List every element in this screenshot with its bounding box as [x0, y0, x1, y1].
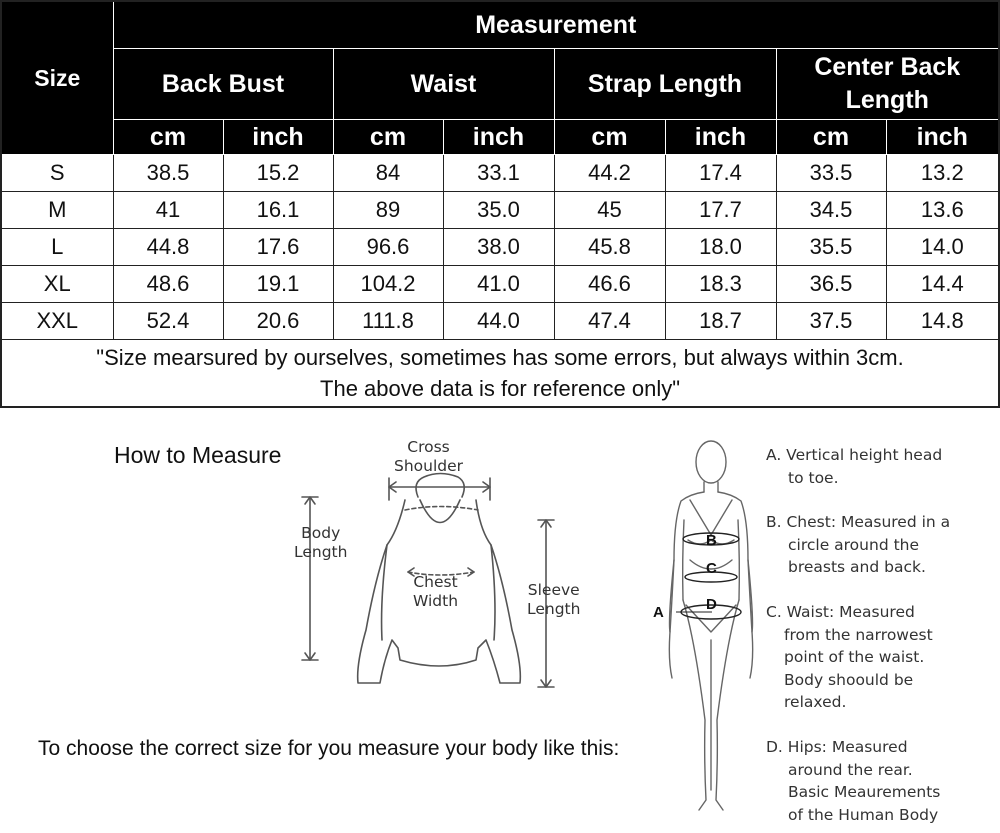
size-cell: XL: [1, 266, 113, 303]
value-cell: 37.5: [776, 303, 886, 340]
unit-header-cm-2: cm: [333, 120, 443, 155]
value-cell: 47.4: [554, 303, 665, 340]
value-cell: 41: [113, 192, 223, 229]
value-cell: 44.8: [113, 229, 223, 266]
value-cell: 14.0: [886, 229, 999, 266]
body-mark-d: D: [706, 596, 717, 613]
description-c-line-4: Body shoould be: [784, 670, 914, 689]
value-cell: 96.6: [333, 229, 443, 266]
description-c-line-5: relaxed.: [784, 693, 847, 711]
value-cell: 44.0: [443, 303, 554, 340]
size-header: Size: [1, 1, 113, 155]
description-c: [766, 601, 933, 714]
value-cell: 17.7: [665, 192, 776, 229]
value-cell: 13.6: [886, 192, 999, 229]
value-cell: 104.2: [333, 266, 443, 303]
value-cell: 44.2: [554, 155, 665, 192]
value-cell: 89: [333, 192, 443, 229]
unit-header-inch-7: inch: [886, 120, 999, 155]
description-d-line-3: Basic Meaurements: [788, 783, 941, 801]
description-b-line-1: B. Chest: Measured in a: [766, 513, 951, 531]
unit-header-inch-1: inch: [223, 120, 333, 155]
body-length-label-line-2: Length: [294, 543, 348, 561]
value-cell: 111.8: [333, 303, 443, 340]
value-cell: 38.0: [443, 229, 554, 266]
measurement-header: Measurement: [113, 1, 999, 49]
size-cell: L: [1, 229, 113, 266]
value-cell: 15.2: [223, 155, 333, 192]
description-c-line-3: point of the waist.: [784, 648, 925, 666]
value-cell: 18.3: [665, 266, 776, 303]
description-d: [766, 736, 940, 826]
description-b-line-3: breasts and back.: [788, 558, 926, 576]
unit-header-inch-3: inch: [443, 120, 554, 155]
value-cell: 18.0: [665, 229, 776, 266]
description-b-line-2: circle around the: [788, 535, 920, 554]
chest-width-label-line-2: Width: [413, 592, 459, 610]
value-cell: 34.5: [776, 192, 886, 229]
description-d-line-4: of the Human Body: [788, 805, 939, 824]
value-cell: 33.5: [776, 155, 886, 192]
value-cell: 17.6: [223, 229, 333, 266]
body-mark-c: C: [706, 560, 717, 577]
cross-shoulder-label-line-2: Shoulder: [394, 457, 464, 475]
value-cell: 84: [333, 155, 443, 192]
value-cell: 36.5: [776, 266, 886, 303]
value-cell: 38.5: [113, 155, 223, 192]
how-to-measure-title: How to Measure: [114, 442, 282, 468]
unit-header-cm-4: cm: [554, 120, 665, 155]
size-cell: S: [1, 155, 113, 192]
description-d-line-2: around the rear.: [788, 760, 913, 779]
value-cell: 20.6: [223, 303, 333, 340]
value-cell: 18.7: [665, 303, 776, 340]
body-mark-b: B: [706, 532, 717, 549]
instruction-text: To choose the correct size for you measure your body like this:: [38, 737, 620, 760]
value-cell: 16.1: [223, 192, 333, 229]
chest-width-label-line-1: Chest: [413, 573, 458, 591]
value-cell: 35.0: [443, 192, 554, 229]
value-cell: 19.1: [223, 266, 333, 303]
description-a-line-2: to toe.: [788, 468, 839, 487]
unit-header-cm-6: cm: [776, 120, 886, 155]
description-b: [766, 511, 950, 579]
center-back-length-label: Center Back Length: [814, 53, 961, 114]
value-cell: 13.2: [886, 155, 999, 192]
value-cell: 14.8: [886, 303, 999, 340]
disclaimer-line-2: The above data is for reference only": [320, 376, 681, 401]
group-header-strap-length: Strap Length: [554, 49, 776, 120]
value-cell: 41.0: [443, 266, 554, 303]
group-header-waist: Waist: [333, 49, 554, 120]
body-length-label-line-1: Body: [301, 524, 341, 542]
description-c-line-2: from the narrowest: [784, 625, 933, 644]
description-d-line-1: D. Hips: Measured: [766, 738, 908, 756]
value-cell: 52.4: [113, 303, 223, 340]
description-a-line-1: A. Vertical height head: [766, 446, 943, 464]
description-a: [766, 444, 942, 489]
disclaimer-line-1: "Size mearsured by ourselves, sometimes has some errors, but always within 3cm.: [96, 345, 904, 370]
value-cell: 48.6: [113, 266, 223, 303]
value-cell: 46.6: [554, 266, 665, 303]
unit-header-inch-5: inch: [665, 120, 776, 155]
value-cell: 33.1: [443, 155, 554, 192]
value-cell: 35.5: [776, 229, 886, 266]
sleeve-length-label-line-2: Length: [527, 600, 581, 618]
cross-shoulder-label-line-1: Cross: [407, 438, 450, 456]
value-cell: 14.4: [886, 266, 999, 303]
value-cell: 45: [554, 192, 665, 229]
body-mark-a: A: [653, 604, 664, 621]
size-cell: M: [1, 192, 113, 229]
description-c-line-1: C. Waist: Measured: [766, 603, 915, 621]
group-header-back-bust: Back Bust: [113, 49, 333, 120]
sleeve-length-label-line-1: Sleeve: [527, 581, 580, 599]
value-cell: 17.4: [665, 155, 776, 192]
unit-header-cm-0: cm: [113, 120, 223, 155]
value-cell: 45.8: [554, 229, 665, 266]
size-cell: XXL: [1, 303, 113, 340]
